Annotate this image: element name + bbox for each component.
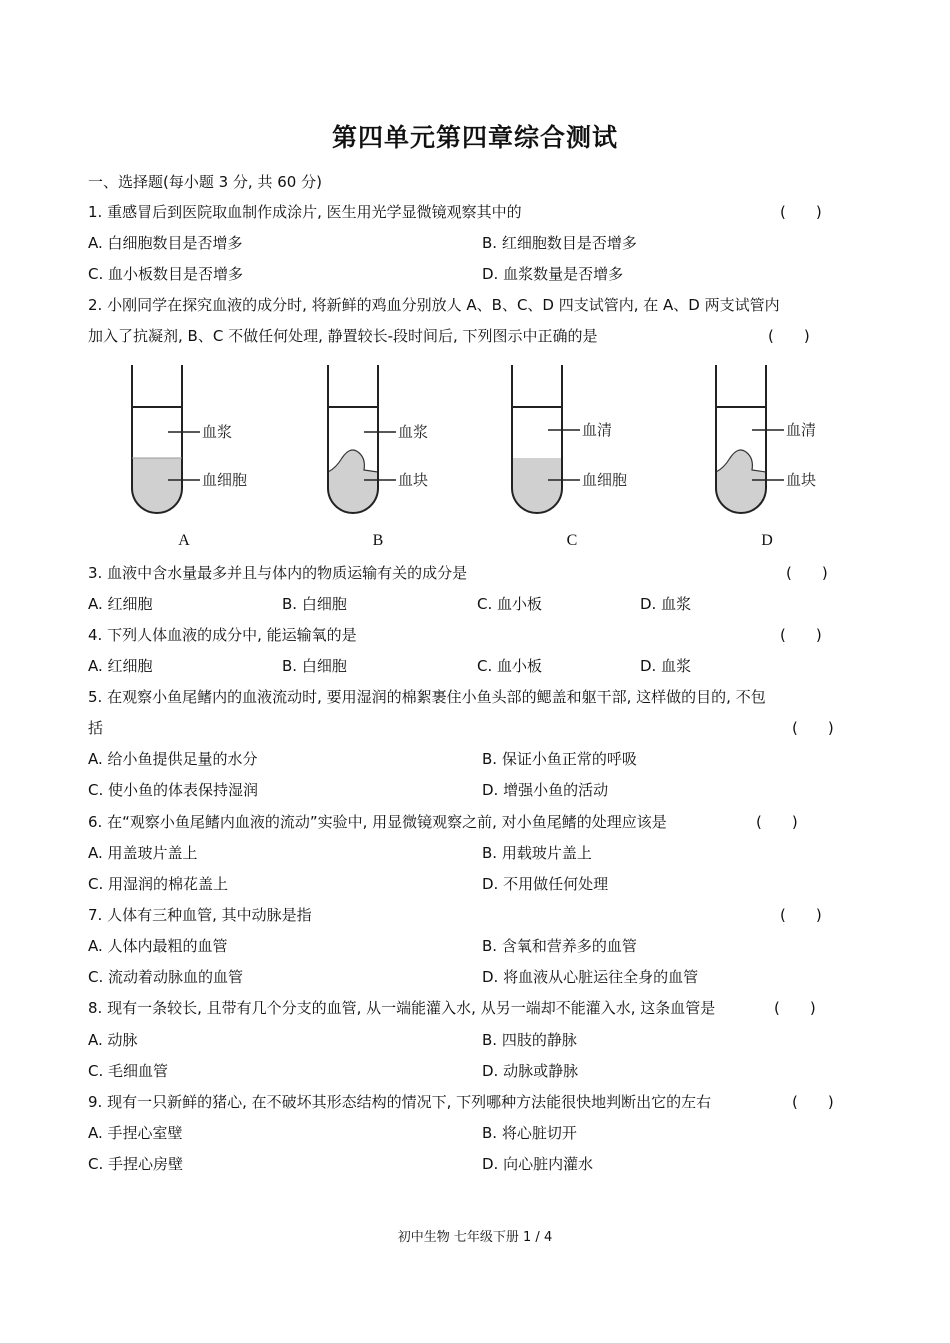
q3-answer-paren: ( ) bbox=[786, 564, 828, 582]
tube-c-top-label: 血清 bbox=[582, 421, 613, 439]
test-tube-figure-b bbox=[316, 360, 476, 520]
q3-option-d: D. 血浆 bbox=[640, 595, 692, 613]
q5-option-c: C. 使小鱼的体表保持湿润 bbox=[88, 781, 259, 799]
q9-stem: 9. 现有一只新鲜的猪心, 在不破坏其形态结构的情况下, 下列哪种方法能很快地判断出它的左右 bbox=[88, 1093, 712, 1111]
tube-d-top-label: 血清 bbox=[786, 421, 817, 439]
q2-answer-paren: ( ) bbox=[768, 327, 810, 345]
q2-stem-line2: 加入了抗凝剂, B、C 不做任何处理, 静置较长-段时间后, 下列图示中正确的是 bbox=[88, 327, 598, 345]
tube-b-top-label: 血浆 bbox=[398, 423, 429, 441]
q6-option-b: B. 用载玻片盖上 bbox=[482, 844, 592, 862]
q4-option-d: D. 血浆 bbox=[640, 657, 692, 675]
q7-option-c: C. 流动着动脉血的血管 bbox=[88, 968, 244, 986]
figure-letter-d: D bbox=[761, 532, 773, 549]
tube-b-bottom-label: 血块 bbox=[398, 471, 429, 489]
q5-option-a: A. 给小鱼提供足量的水分 bbox=[88, 750, 258, 768]
q2-stem-line1: 2. 小刚同学在探究血液的成分时, 将新鲜的鸡血分别放人 A、B、C、D 四支试管内, 在 A、D 两支试管内 bbox=[88, 296, 780, 314]
test-tube-figure-c bbox=[500, 360, 660, 520]
tube-d-bottom-label: 血块 bbox=[786, 471, 817, 489]
q3-option-c: C. 血小板 bbox=[477, 595, 543, 613]
tube-c-bottom-label: 血细胞 bbox=[582, 471, 628, 489]
q9-option-c: C. 手捏心房壁 bbox=[88, 1155, 184, 1173]
q6-option-a: A. 用盖玻片盖上 bbox=[88, 844, 198, 862]
q8-answer-paren: ( ) bbox=[774, 999, 816, 1017]
figure-letter-a: A bbox=[178, 532, 190, 549]
q1-option-a: A. 白细胞数目是否增多 bbox=[88, 234, 243, 252]
q7-option-a: A. 人体内最粗的血管 bbox=[88, 937, 228, 955]
q9-answer-paren: ( ) bbox=[792, 1093, 834, 1111]
q8-option-a: A. 动脉 bbox=[88, 1031, 138, 1049]
q5-answer-paren: ( ) bbox=[792, 719, 834, 737]
q1-answer-paren: ( ) bbox=[780, 203, 822, 221]
q6-stem: 6. 在“观察小鱼尾鳍内血液的流动”实验中, 用显微镜观察之前, 对小鱼尾鳍的处理应该是 bbox=[88, 813, 667, 831]
q1-option-d: D. 血浆数量是否增多 bbox=[482, 265, 624, 283]
q4-answer-paren: ( ) bbox=[780, 626, 822, 644]
q7-option-d: D. 将血液从心脏运往全身的血管 bbox=[482, 968, 699, 986]
q1-option-c: C. 血小板数目是否增多 bbox=[88, 265, 244, 283]
q4-option-b: B. 白细胞 bbox=[282, 657, 347, 675]
q6-option-d: D. 不用做任何处理 bbox=[482, 875, 609, 893]
q3-option-b: B. 白细胞 bbox=[282, 595, 347, 613]
tube-a-top-label: 血浆 bbox=[202, 423, 233, 441]
q5-option-d: D. 增强小鱼的活动 bbox=[482, 781, 609, 799]
q1-stem: 1. 重感冒后到医院取血制作成涂片, 医生用光学显微镜观察其中的 bbox=[88, 203, 522, 221]
page-footer: 初中生物 七年级下册 1 / 4 bbox=[397, 1230, 553, 1245]
q7-option-b: B. 含氧和营养多的血管 bbox=[482, 937, 637, 955]
test-tube-figure-d bbox=[704, 360, 864, 520]
q7-answer-paren: ( ) bbox=[780, 906, 822, 924]
q8-option-d: D. 动脉或静脉 bbox=[482, 1062, 579, 1080]
q4-option-c: C. 血小板 bbox=[477, 657, 543, 675]
q3-option-a: A. 红细胞 bbox=[88, 595, 153, 613]
q9-option-b: B. 将心脏切开 bbox=[482, 1124, 577, 1142]
q5-stem-line2: 括 bbox=[88, 719, 104, 737]
q1-option-b: B. 红细胞数目是否增多 bbox=[482, 234, 637, 252]
section-heading: 一、选择题(每小题 3 分, 共 60 分) bbox=[88, 173, 322, 191]
figure-letter-b: B bbox=[372, 532, 384, 549]
q6-option-c: C. 用湿润的棉花盖上 bbox=[88, 875, 229, 893]
q5-option-b: B. 保证小鱼正常的呼吸 bbox=[482, 750, 637, 768]
q3-stem: 3. 血液中含水量最多并且与体内的物质运输有关的成分是 bbox=[88, 564, 468, 582]
q7-stem: 7. 人体有三种血管, 其中动脉是指 bbox=[88, 906, 312, 924]
q5-stem-line1: 5. 在观察小鱼尾鳍内的血液流动时, 要用湿润的棉絮裹住小鱼头部的鳃盖和躯干部, 这样做的目的, 不包 bbox=[88, 688, 766, 706]
page-title: 第四单元第四章综合测试 bbox=[331, 123, 618, 152]
tube-a-bottom-label: 血细胞 bbox=[202, 471, 248, 489]
test-tube-figure-a bbox=[120, 360, 280, 520]
q8-option-b: B. 四肢的静脉 bbox=[482, 1031, 577, 1049]
q4-option-a: A. 红细胞 bbox=[88, 657, 153, 675]
q8-option-c: C. 毛细血管 bbox=[88, 1062, 169, 1080]
q4-stem: 4. 下列人体血液的成分中, 能运输氧的是 bbox=[88, 626, 357, 644]
q6-answer-paren: ( ) bbox=[756, 813, 798, 831]
q8-stem: 8. 现有一条较长, 且带有几个分支的血管, 从一端能灌入水, 从另一端却不能灌入水, 这条血管是 bbox=[88, 999, 716, 1017]
q9-option-a: A. 手捏心室壁 bbox=[88, 1124, 183, 1142]
q9-option-d: D. 向心脏内灌水 bbox=[482, 1155, 594, 1173]
figure-letter-c: C bbox=[566, 532, 578, 549]
